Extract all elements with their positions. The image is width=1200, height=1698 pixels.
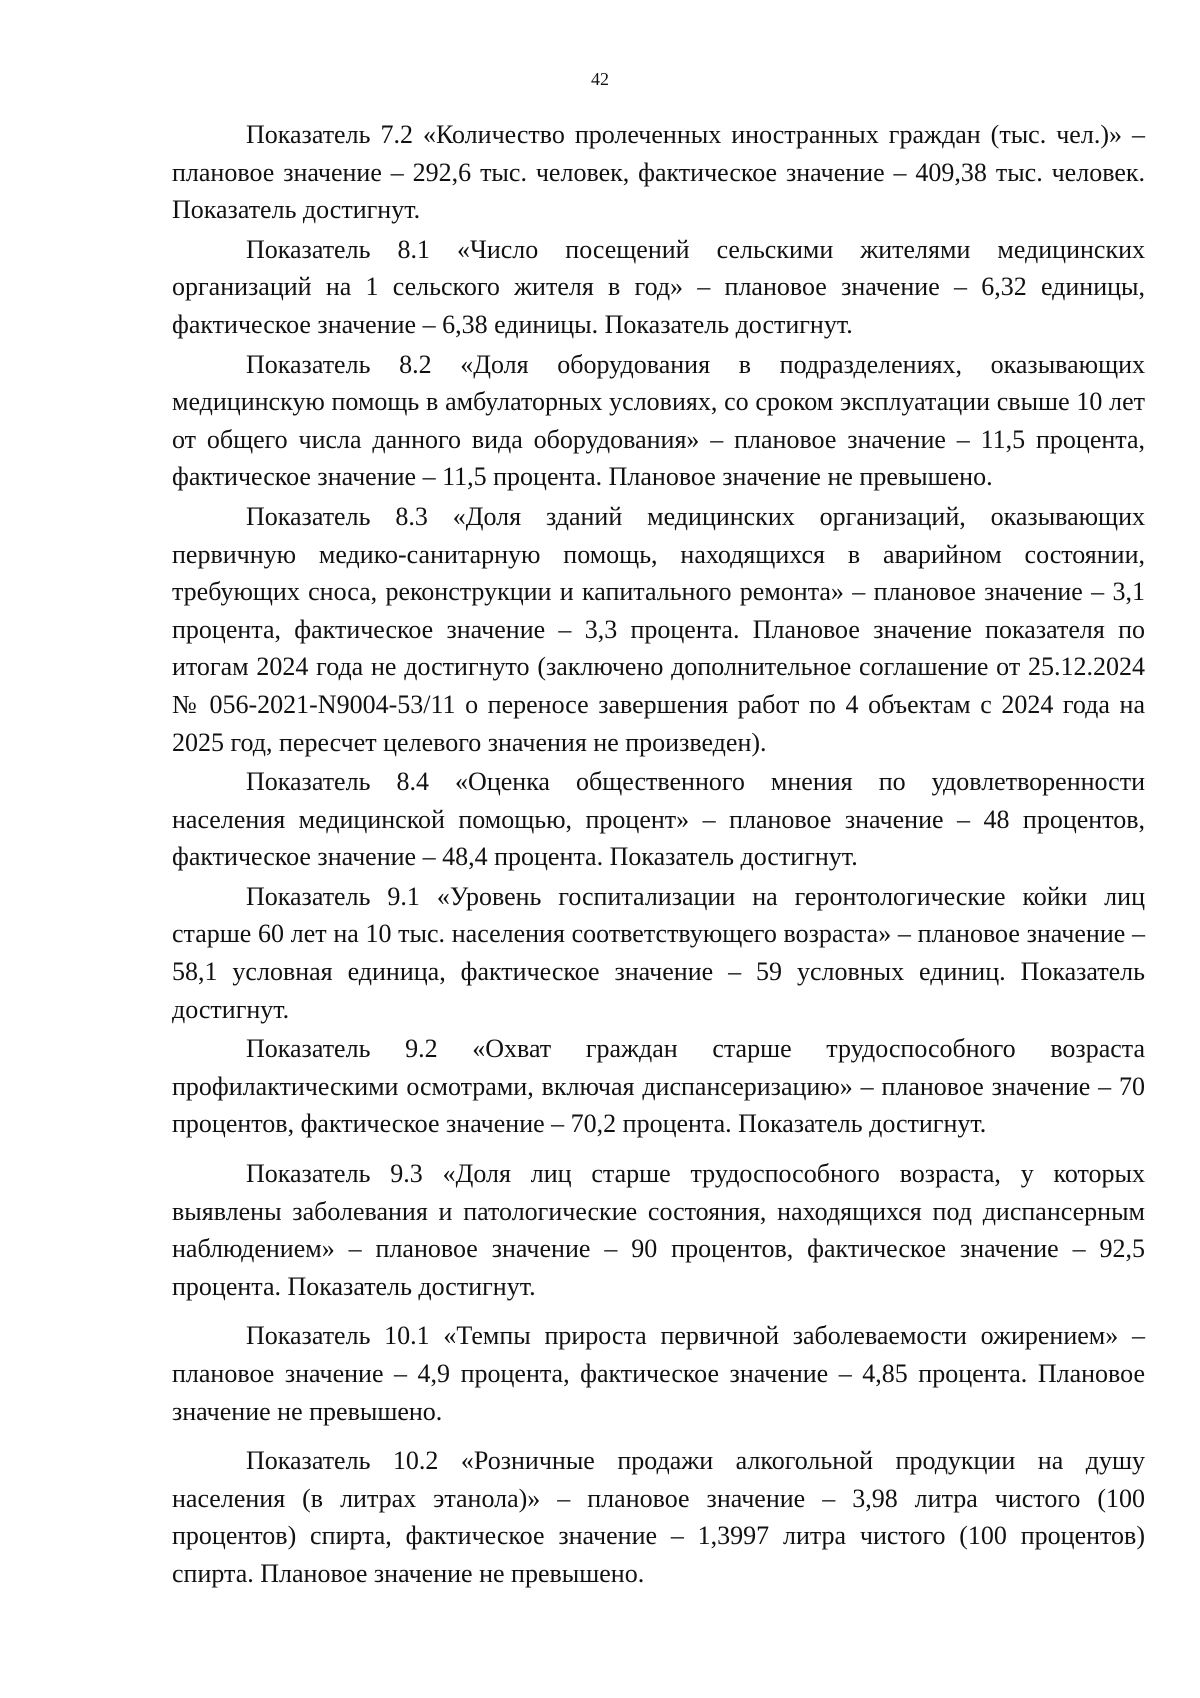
- paragraph-indicator-8-3: Показатель 8.3 «Доля зданий медицинских организаций, оказывающих первичную медико-санитарную помощь, находящихся в аварийном состоянии, требующих сноса, реконструкции и капитального ремонта» – плановое значение – 3,1 процента, фактическое значение – 3,3 процента. Плановое значение показателя по итогам 2024 года не достигнуто (заключено дополнительное соглашение от 25.12.2024 № 056-2021-N9004-53/11 о переносе завершения работ по 4 объектам с 2024 года на 2025 год, пересчет целевого значения не произведен).: [172, 501, 1145, 757]
- paragraph-indicator-8-2: Показатель 8.2 «Доля оборудования в подразделениях, оказывающих медицинскую помощь в амбулаторных условиях, со сроком эксплуатации свыше 10 лет от общего числа данного вида оборудования» – плановое значение – 11,5 процента, фактическое значение – 11,5 процента. Плановое значение не превышено.: [172, 349, 1145, 492]
- paragraph-indicator-8-1: Показатель 8.1 «Число посещений сельскими жителями медицинских организаций на 1 сельского жителя в год» – плановое значение – 6,32 единицы, фактическое значение – 6,38 единицы. Показатель достигнут.: [172, 234, 1145, 339]
- paragraph-indicator-9-1: Показатель 9.1 «Уровень госпитализации на геронтологические койки лиц старше 60 лет на 10 тыс. населения соответствующего возраста» – плановое значение – 58,1 условная единица, фактическое значение – 59 условных единиц. Показатель достигнут.: [172, 881, 1145, 1024]
- paragraph-indicator-9-3: Показатель 9.3 «Доля лиц старше трудоспособного возраста, у которых выявлены заболевания и патологические состояния, находящихся под диспансерным наблюдением» – плановое значение – 90 процентов, фактическое значение – 92,5 процента. Показатель достигнут.: [172, 1159, 1145, 1301]
- page-number: 42: [591, 69, 609, 89]
- paragraph-indicator-8-4: Показатель 8.4 «Оценка общественного мнения по удовлетворенности населения медицинской помощью, процент» – плановое значение – 48 процентов, фактическое значение – 48,4 процента. Показатель достигнут.: [172, 767, 1145, 872]
- paragraph-indicator-9-2: Показатель 9.2 «Охват граждан старше трудоспособного возраста профилактическими осмотрами, включая диспансеризацию» – плановое значение – 70 процентов, фактическое значение – 70,2 процента. Показатель достигнут.: [172, 1034, 1145, 1139]
- document-body: [172, 116, 1145, 1593]
- paragraph-indicator-10-1: Показатель 10.1 «Темпы прироста первичной заболеваемости ожирением» – плановое значение – 4,9 процента, фактическое значение – 4,85 процента. Плановое значение не превышено.: [172, 1321, 1145, 1426]
- paragraph-indicator-10-2: Показатель 10.2 «Розничные продажи алкогольной продукции на душу населения (в литрах этанола)» – плановое значение – 3,98 литра чистого (100 процентов) спирта, фактическое значение – 1,3997 литра чистого (100 процентов) спирта. Плановое значение не превышено.: [172, 1446, 1145, 1588]
- paragraph-indicator-7-2: Показатель 7.2 «Количество пролеченных иностранных граждан (тыс. чел.)» – плановое значение – 292,6 тыс. человек, фактическое значение – 409,38 тыс. человек. Показатель достигнут.: [172, 120, 1145, 225]
